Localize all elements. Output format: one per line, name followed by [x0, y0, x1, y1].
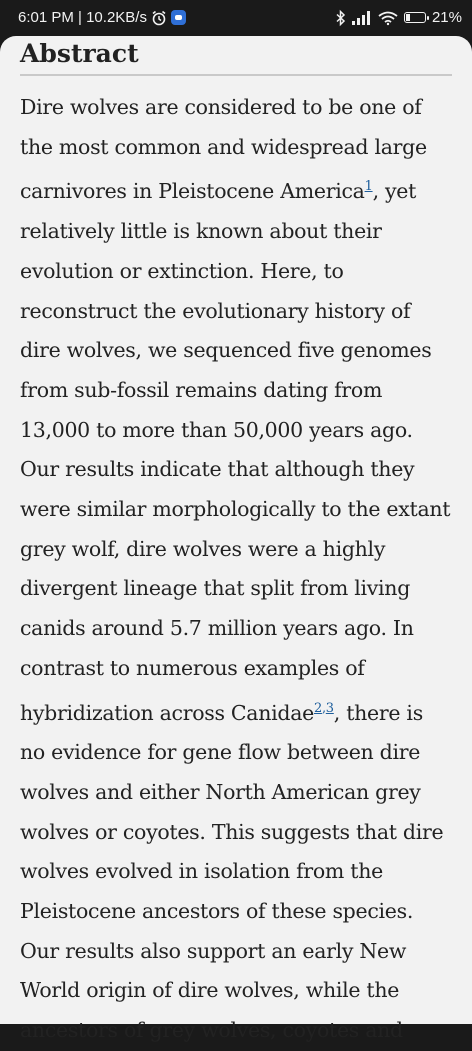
- abstract-line: [20, 371, 456, 411]
- wifi-icon: [378, 11, 398, 25]
- abstract-line: [20, 689, 456, 734]
- abstract-line: [20, 971, 456, 1011]
- abstract-text: contrast to numerous examples of: [20, 655, 365, 680]
- status-right: [336, 9, 462, 26]
- abstract-text: reconstruct the evolutionary history of: [20, 298, 411, 323]
- abstract-line: [20, 932, 456, 972]
- abstract-text: wolves or coyotes. This suggests that dire: [20, 819, 444, 844]
- abstract-line: [20, 813, 456, 853]
- app-notification-icon: [171, 10, 186, 25]
- heading-divider: [20, 74, 452, 76]
- abstract-line: [20, 649, 456, 689]
- reference-link-1[interactable]: 1: [364, 179, 373, 195]
- abstract-text: Pleistocene ancestors of these species.: [20, 899, 414, 924]
- abstract-text: the most common and widespread large: [20, 134, 427, 159]
- reference-link-3[interactable]: 3: [325, 700, 334, 716]
- abstract-line: [20, 609, 456, 649]
- abstract-line: [20, 490, 456, 530]
- abstract-line: [20, 733, 456, 773]
- abstract-line: [20, 167, 456, 212]
- abstract-line: [20, 450, 456, 490]
- abstract-text: evolution or extinction. Here, to: [20, 258, 344, 283]
- abstract-line: [20, 212, 456, 252]
- abstract-line: [20, 852, 456, 892]
- bluetooth-icon: [336, 10, 346, 26]
- abstract-text: no evidence for gene flow between dire: [20, 740, 421, 765]
- abstract-text: , there is: [333, 700, 423, 725]
- abstract-text: were similar morphologically to the extant: [20, 497, 451, 522]
- status-bar: [0, 0, 472, 36]
- abstract-text: hybridization across Canidae: [20, 700, 314, 725]
- abstract-text: divergent lineage that split from living: [20, 576, 411, 601]
- abstract-line: [20, 569, 456, 609]
- abstract-text: wolves evolved in isolation from the: [20, 859, 383, 884]
- abstract-text: grey wolf, dire wolves were a highly: [20, 536, 386, 561]
- abstract-text: ancestors of grey wolves, coyotes and: [20, 1018, 403, 1043]
- abstract-text: World origin of dire wolves, while the: [20, 978, 400, 1003]
- abstract-line: [20, 1011, 456, 1051]
- abstract-text: Our results indicate that although they: [20, 457, 415, 482]
- abstract-line: [20, 128, 456, 168]
- abstract-text: dire wolves, we sequenced five genomes: [20, 338, 432, 363]
- abstract-text: relatively little is known about their: [20, 219, 382, 244]
- battery-icon: [404, 12, 426, 23]
- abstract-text: Our results also support an early New: [20, 938, 407, 963]
- abstract-text: , yet: [372, 179, 417, 204]
- reference-separator: ,: [321, 700, 326, 716]
- abstract-line: [20, 530, 456, 570]
- abstract-text: canids around 5.7 million years ago. In: [20, 616, 414, 641]
- abstract-line: [20, 331, 456, 371]
- abstract-text: Dire wolves are considered to be one of: [20, 95, 422, 119]
- article-sheet[interactable]: [0, 36, 472, 1043]
- abstract-line: [20, 892, 456, 932]
- abstract-line: [20, 252, 456, 292]
- signal-icon: [352, 11, 372, 25]
- alarm-icon: [151, 10, 167, 26]
- battery-percent: 21%: [431, 9, 462, 26]
- abstract-text: 13,000 to more than 50,000 years ago.: [20, 417, 413, 442]
- reference-link-2[interactable]: 2: [313, 700, 322, 716]
- abstract-line: [20, 292, 456, 332]
- abstract-line: [20, 88, 456, 128]
- abstract-line: [20, 773, 456, 813]
- abstract-line: [20, 411, 456, 451]
- abstract-paragraph: [20, 88, 456, 1051]
- abstract-text: wolves and either North American grey: [20, 779, 421, 804]
- time-and-speed: 6:01 PM | 10.2KB/s: [18, 9, 147, 26]
- section-heading: Abstract: [20, 39, 139, 68]
- abstract-text: from sub-fossil remains dating from: [20, 377, 383, 402]
- abstract-text: carnivores in Pleistocene America: [20, 179, 365, 204]
- status-left: [18, 9, 186, 26]
